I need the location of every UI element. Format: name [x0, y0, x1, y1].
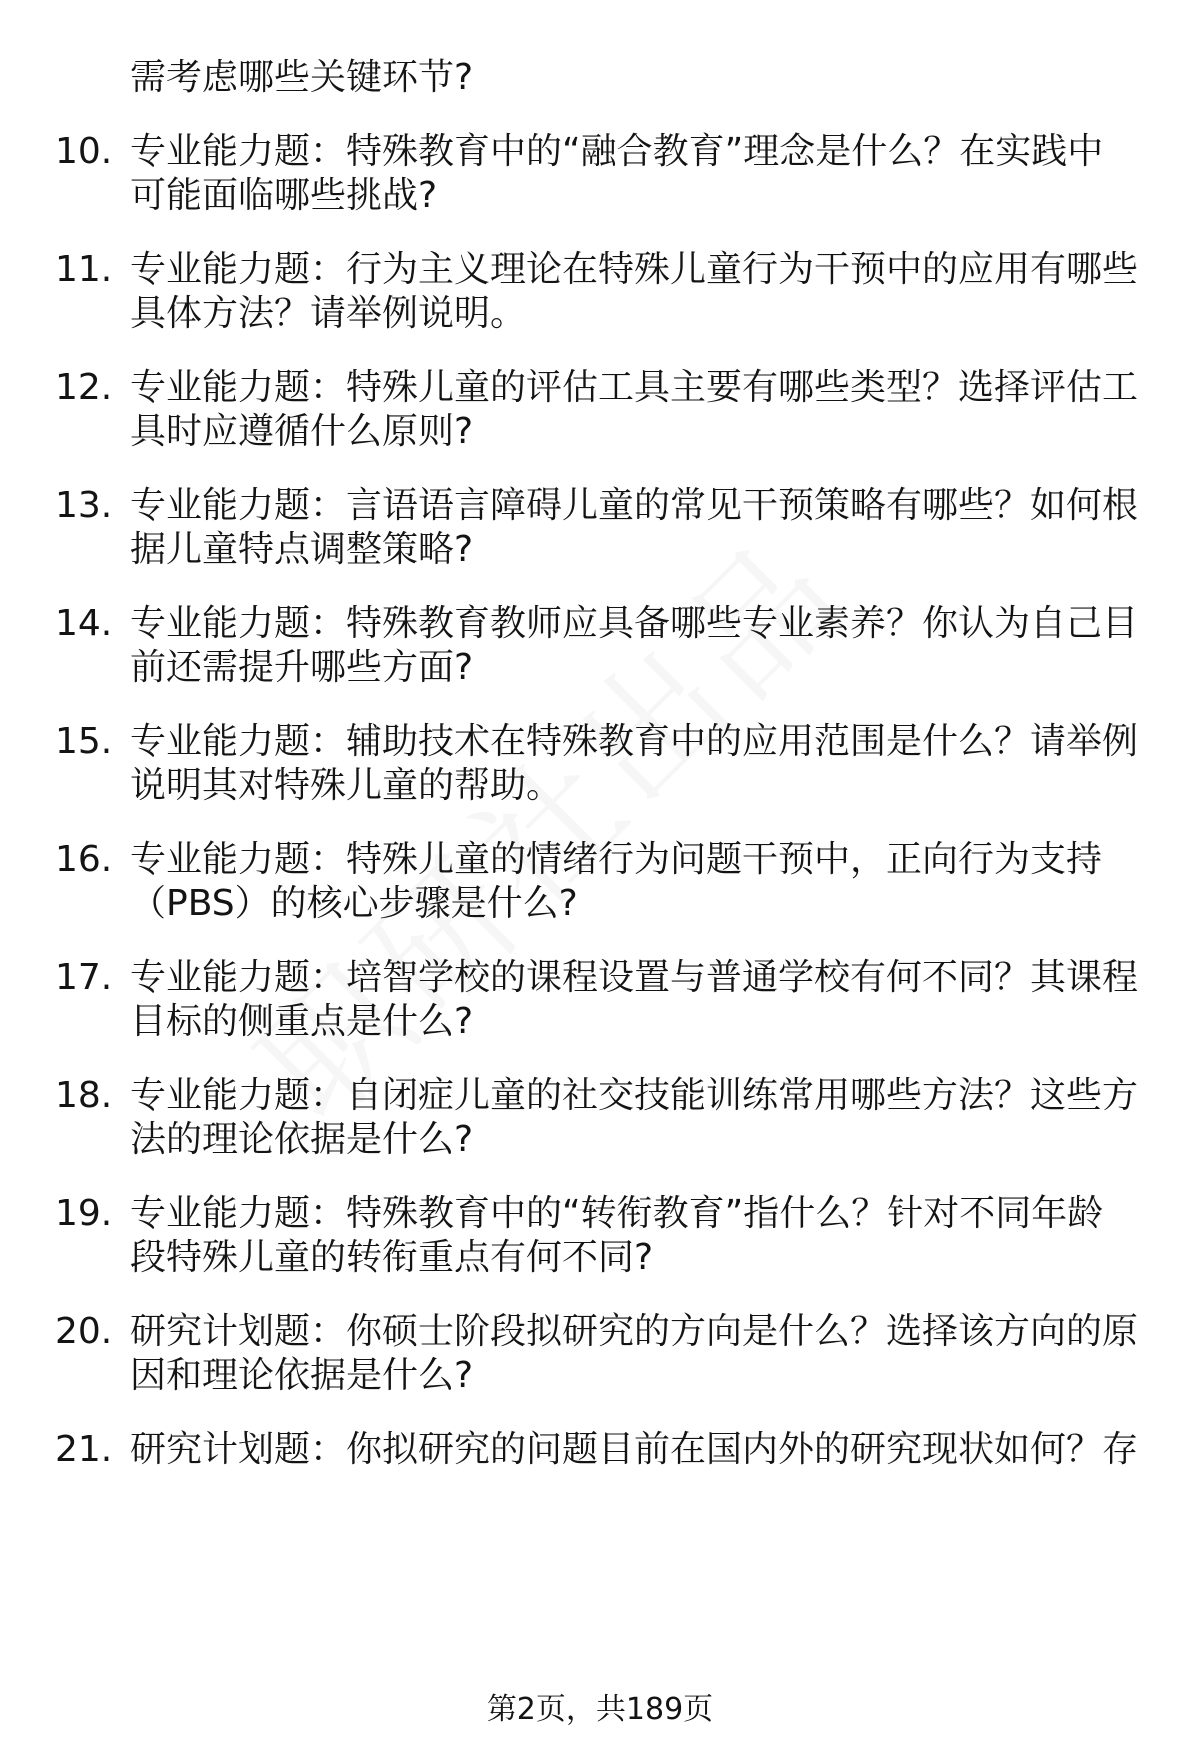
item-text-continuation: 段特殊儿童的转衔重点有何不同?: [130, 1237, 654, 1278]
item-text: 研究计划题：你拟研究的问题目前在国内外的研究现状如何？存: [130, 1429, 1139, 1470]
item-text: 专业能力题：培智学校的课程设置与普通学校有何不同？其课程: [130, 957, 1139, 998]
item-number: 20.: [55, 1311, 113, 1352]
item-number: 17.: [55, 957, 113, 998]
item-text: 专业能力题：自闭症儿童的社交技能训练常用哪些方法？这些方: [130, 1075, 1139, 1116]
item-text: 专业能力题：特殊教育中的“融合教育”理念是什么？在实践中: [130, 131, 1104, 172]
item-number: 11.: [55, 249, 113, 290]
item-number: 19.: [55, 1193, 113, 1234]
item-number: 18.: [55, 1075, 113, 1116]
item-number: 14.: [55, 603, 113, 644]
item-text: 专业能力题：特殊儿童的评估工具主要有哪些类型？选择评估工: [130, 367, 1139, 408]
item-number: 13.: [55, 485, 113, 526]
item-text: 专业能力题：特殊教育教师应具备哪些专业素养？你认为自己目: [130, 603, 1139, 644]
item-text-continuation: 法的理论依据是什么?: [130, 1119, 474, 1160]
item-number: 21.: [55, 1429, 113, 1470]
item-number: 12.: [55, 367, 113, 408]
item-text: 专业能力题：特殊儿童的情绪行为问题干预中，正向行为支持: [130, 839, 1103, 880]
item-number: 16.: [55, 839, 113, 880]
item-text: 专业能力题：言语语言障碍儿童的常见干预策略有哪些？如何根: [130, 485, 1139, 526]
item-text-continuation: （PBS）的核心步骤是什么?: [130, 883, 578, 924]
item-text-continuation: 具体方法？请举例说明。: [130, 293, 527, 334]
item-number: 10.: [55, 131, 113, 172]
item-text-continuation: 可能面临哪些挑战?: [130, 175, 438, 216]
item-text-continuation: 目标的侧重点是什么?: [130, 1001, 474, 1042]
page-footer: 第2页，共189页: [486, 1692, 714, 1727]
item-text: 专业能力题：行为主义理论在特殊儿童行为干预中的应用有哪些: [130, 249, 1139, 290]
item-text-continuation: 具时应遵循什么原则?: [130, 411, 474, 452]
item-text-continuation: 说明其对特殊儿童的帮助。: [130, 765, 563, 806]
item-text-continuation: 因和理论依据是什么?: [130, 1355, 474, 1396]
item-text-continuation: 据儿童特点调整策略?: [130, 529, 474, 570]
item-text: 专业能力题：特殊教育中的“转衔教育”指什么？针对不同年龄: [130, 1193, 1104, 1234]
item-text: 专业能力题：辅助技术在特殊教育中的应用范围是什么？请举例: [130, 721, 1139, 762]
item-number: 15.: [55, 721, 113, 762]
item-text-continuation: 前还需提升哪些方面?: [130, 647, 474, 688]
continuation-line-top: 需考虑哪些关键环节?: [130, 57, 474, 98]
item-text: 研究计划题：你硕士阶段拟研究的方向是什么？选择该方向的原: [130, 1311, 1139, 1352]
watermark: [209, 484, 881, 1156]
